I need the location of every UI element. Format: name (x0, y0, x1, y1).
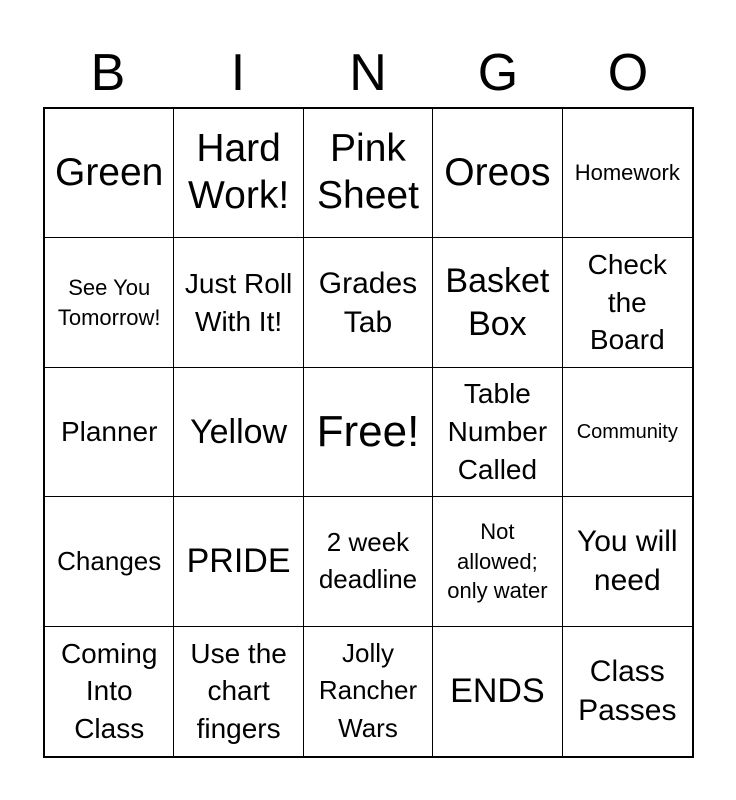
bingo-cell[interactable] (45, 627, 174, 756)
bingo-cell[interactable] (174, 238, 303, 367)
bingo-cell[interactable] (45, 109, 174, 238)
bingo-cell[interactable] (45, 238, 174, 367)
bingo-cell[interactable] (433, 497, 562, 626)
header-letter-i: I (230, 44, 246, 102)
cell-text: ENDS (450, 672, 545, 711)
cell-text: Coming Into Class (60, 637, 158, 745)
bingo-cell[interactable] (563, 627, 692, 756)
cell-text: Table Number Called (447, 378, 548, 485)
cell-text: Homework (574, 160, 680, 186)
header-letter-o: O (607, 44, 649, 102)
cell-text: Not allowed; only water (447, 518, 548, 604)
bingo-cell[interactable] (174, 109, 303, 238)
header-letter-g: G (477, 44, 519, 102)
header-letter-b: B (90, 44, 126, 102)
cell-text: Jolly Rancher Wars (318, 637, 418, 744)
bingo-cell[interactable] (304, 238, 433, 367)
bingo-cell[interactable] (45, 368, 174, 497)
bingo-cell[interactable] (174, 627, 303, 756)
cell-text: Planner (60, 416, 158, 448)
cell-text: Just Roll With It! (184, 267, 293, 337)
bingo-cell[interactable] (304, 497, 433, 626)
cell-text: Changes (57, 545, 162, 576)
cell-text: Oreos (444, 150, 551, 194)
bingo-cell[interactable] (433, 109, 562, 238)
bingo-cell[interactable] (433, 627, 562, 756)
cell-text: Yellow (190, 412, 288, 451)
free-space-cell[interactable] (304, 368, 433, 497)
cell-text: Green (54, 150, 164, 194)
cell-text: Pink Sheet (317, 127, 419, 218)
cell-text: Hard Work! (188, 127, 290, 218)
bingo-cell[interactable] (563, 238, 692, 367)
header-letter-n: N (349, 44, 387, 102)
bingo-cell[interactable] (174, 368, 303, 497)
bingo-cell[interactable] (563, 109, 692, 238)
bingo-cell[interactable] (563, 497, 692, 626)
bingo-cell[interactable] (174, 497, 303, 626)
bingo-header (43, 40, 693, 106)
bingo-cell[interactable] (45, 497, 174, 626)
cell-text: PRIDE (186, 542, 291, 581)
bingo-board (43, 107, 694, 758)
bingo-cell[interactable] (304, 627, 433, 756)
cell-text: Class Passes (578, 655, 677, 728)
cell-text: Check the Board (587, 248, 667, 356)
bingo-cell[interactable] (433, 238, 562, 367)
cell-text: Use the chart fingers (190, 637, 287, 745)
cell-text: 2 week deadline (318, 526, 418, 595)
free-space-text: Free! (316, 406, 420, 456)
bingo-cell[interactable] (433, 368, 562, 497)
cell-text: Grades Tab (318, 266, 418, 339)
cell-text: Basket Box (445, 262, 550, 343)
bingo-cell[interactable] (563, 368, 692, 497)
cell-text: See You Tomorrow! (57, 274, 161, 330)
cell-text: You will need (576, 525, 678, 598)
cell-text: Community (576, 420, 678, 443)
bingo-cell[interactable] (304, 109, 433, 238)
